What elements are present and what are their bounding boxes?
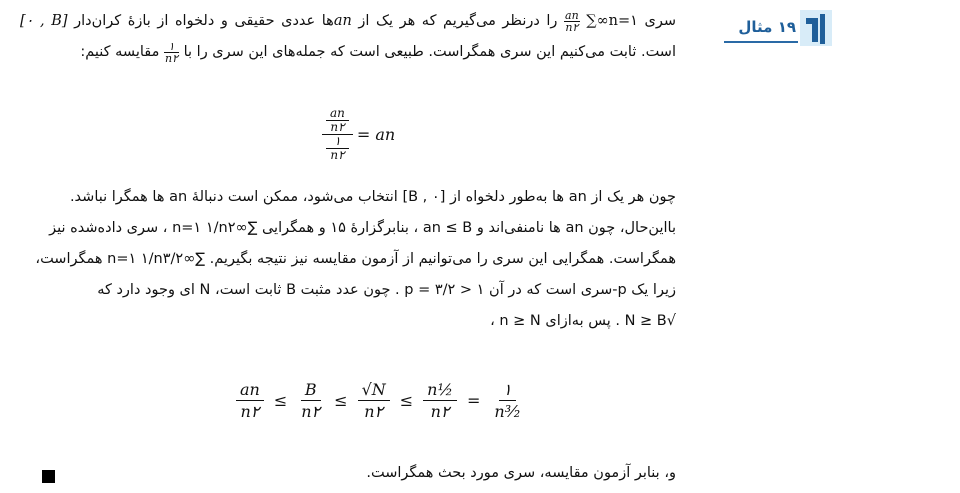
argument-line-1: چون هر یک از an ها به‌طور دلخواه از [۰ , B] انتخاب می‌شود، ممکن است دنبالهٔ an ها همگرا نباشد. — [69, 189, 676, 205]
example-ribbon-icon — [800, 10, 832, 46]
paragraph-intro — [20, 6, 676, 68]
term-3-den: n۲ — [364, 402, 384, 421]
paragraph-conclusion: و، بنابر آزمون مقایسه، سری مورد بحث همگراست. — [366, 465, 676, 481]
leq-sign: ≤ — [399, 391, 414, 410]
leq-sign: ≤ — [334, 391, 348, 410]
term-5 — [490, 380, 524, 421]
intro-text-a: سری — [644, 13, 677, 29]
example-underline — [724, 41, 798, 43]
term-4-num: n½ — [423, 380, 457, 401]
inner-bot-num: ۱ — [326, 136, 348, 149]
an-symbol: an — [333, 13, 352, 29]
frac-denominator: n۲ — [565, 20, 579, 34]
inner-top-num: an — [326, 108, 349, 121]
term-1-den: n۲ — [240, 402, 260, 421]
fraction-an-over-n2 — [564, 10, 580, 33]
inner-bot-den: n۲ — [330, 148, 345, 162]
inner-top-den: n۲ — [330, 120, 345, 134]
term-2-num: B — [301, 380, 321, 401]
equation-rhs: = an — [356, 125, 396, 144]
sum-symbol: ∑∞n=۱ — [586, 13, 638, 29]
term-1 — [236, 380, 264, 421]
term-2 — [297, 380, 324, 421]
term-5-den: n³⁄₂ — [494, 402, 521, 421]
equation-inequality-chain — [232, 380, 528, 421]
frac-numerator: ۱ — [164, 41, 179, 53]
interval-symbol: [۰ , B] — [20, 13, 68, 29]
argument-line-4: زیرا یک p-سری است که در آن p = ۳/۲ > ۱ . چون عدد مثبت B ثابت است، N ای وجود دارد که — [97, 282, 676, 298]
fraction-1-over-n2 — [164, 41, 179, 64]
argument-line-3: همگراست. همگرایی این سری را می‌توانیم از آزمون مقایسه نیز نتیجه بگیریم. ∑∞n=۱ ۱/n۳/۲ همگراست، — [35, 251, 676, 267]
intro-text-d: است. ثابت می‌کنیم این سری همگراست. طبیعی است که جمله‌های این سری را با — [183, 44, 676, 60]
example-badge — [724, 8, 832, 46]
equation-ratio — [318, 108, 395, 161]
intro-text-c: ها عددی حقیقی و دلخواه از بازهٔ کران‌دار — [74, 13, 334, 29]
frac-numerator: an — [565, 8, 579, 22]
argument-line-2: بااین‌حال، چون an ها نامنفی‌اند و an ≤ B ، بنابرگزارهٔ ۱۵ و همگرایی ∑∞n=۱ ۱/n۲ ، سری داده‌شده نیز — [49, 220, 676, 236]
qed-square-icon — [42, 470, 55, 483]
argument-line-5: √N ≥ B . پس به‌ازای n ≥ N ، — [490, 313, 676, 329]
paragraph-argument — [20, 182, 676, 337]
frac-denominator: n۲ — [165, 51, 178, 65]
term-2-den: n۲ — [301, 402, 321, 421]
term-5-num: ۱ — [499, 380, 516, 401]
intro-text-e: مقایسه کنیم: — [80, 44, 160, 60]
term-1-num: an — [236, 380, 264, 401]
intro-text-b: را درنظر می‌گیریم که هر یک از — [358, 13, 558, 29]
example-label: ۱۹ مثال — [738, 18, 796, 36]
equals-sign: = — [466, 391, 481, 410]
term-3-num: √N — [358, 380, 390, 401]
leq-sign: ≤ — [273, 391, 288, 410]
term-4-den: n۲ — [430, 402, 450, 421]
compound-fraction — [322, 108, 353, 161]
term-4 — [423, 380, 457, 421]
term-3 — [358, 380, 390, 421]
